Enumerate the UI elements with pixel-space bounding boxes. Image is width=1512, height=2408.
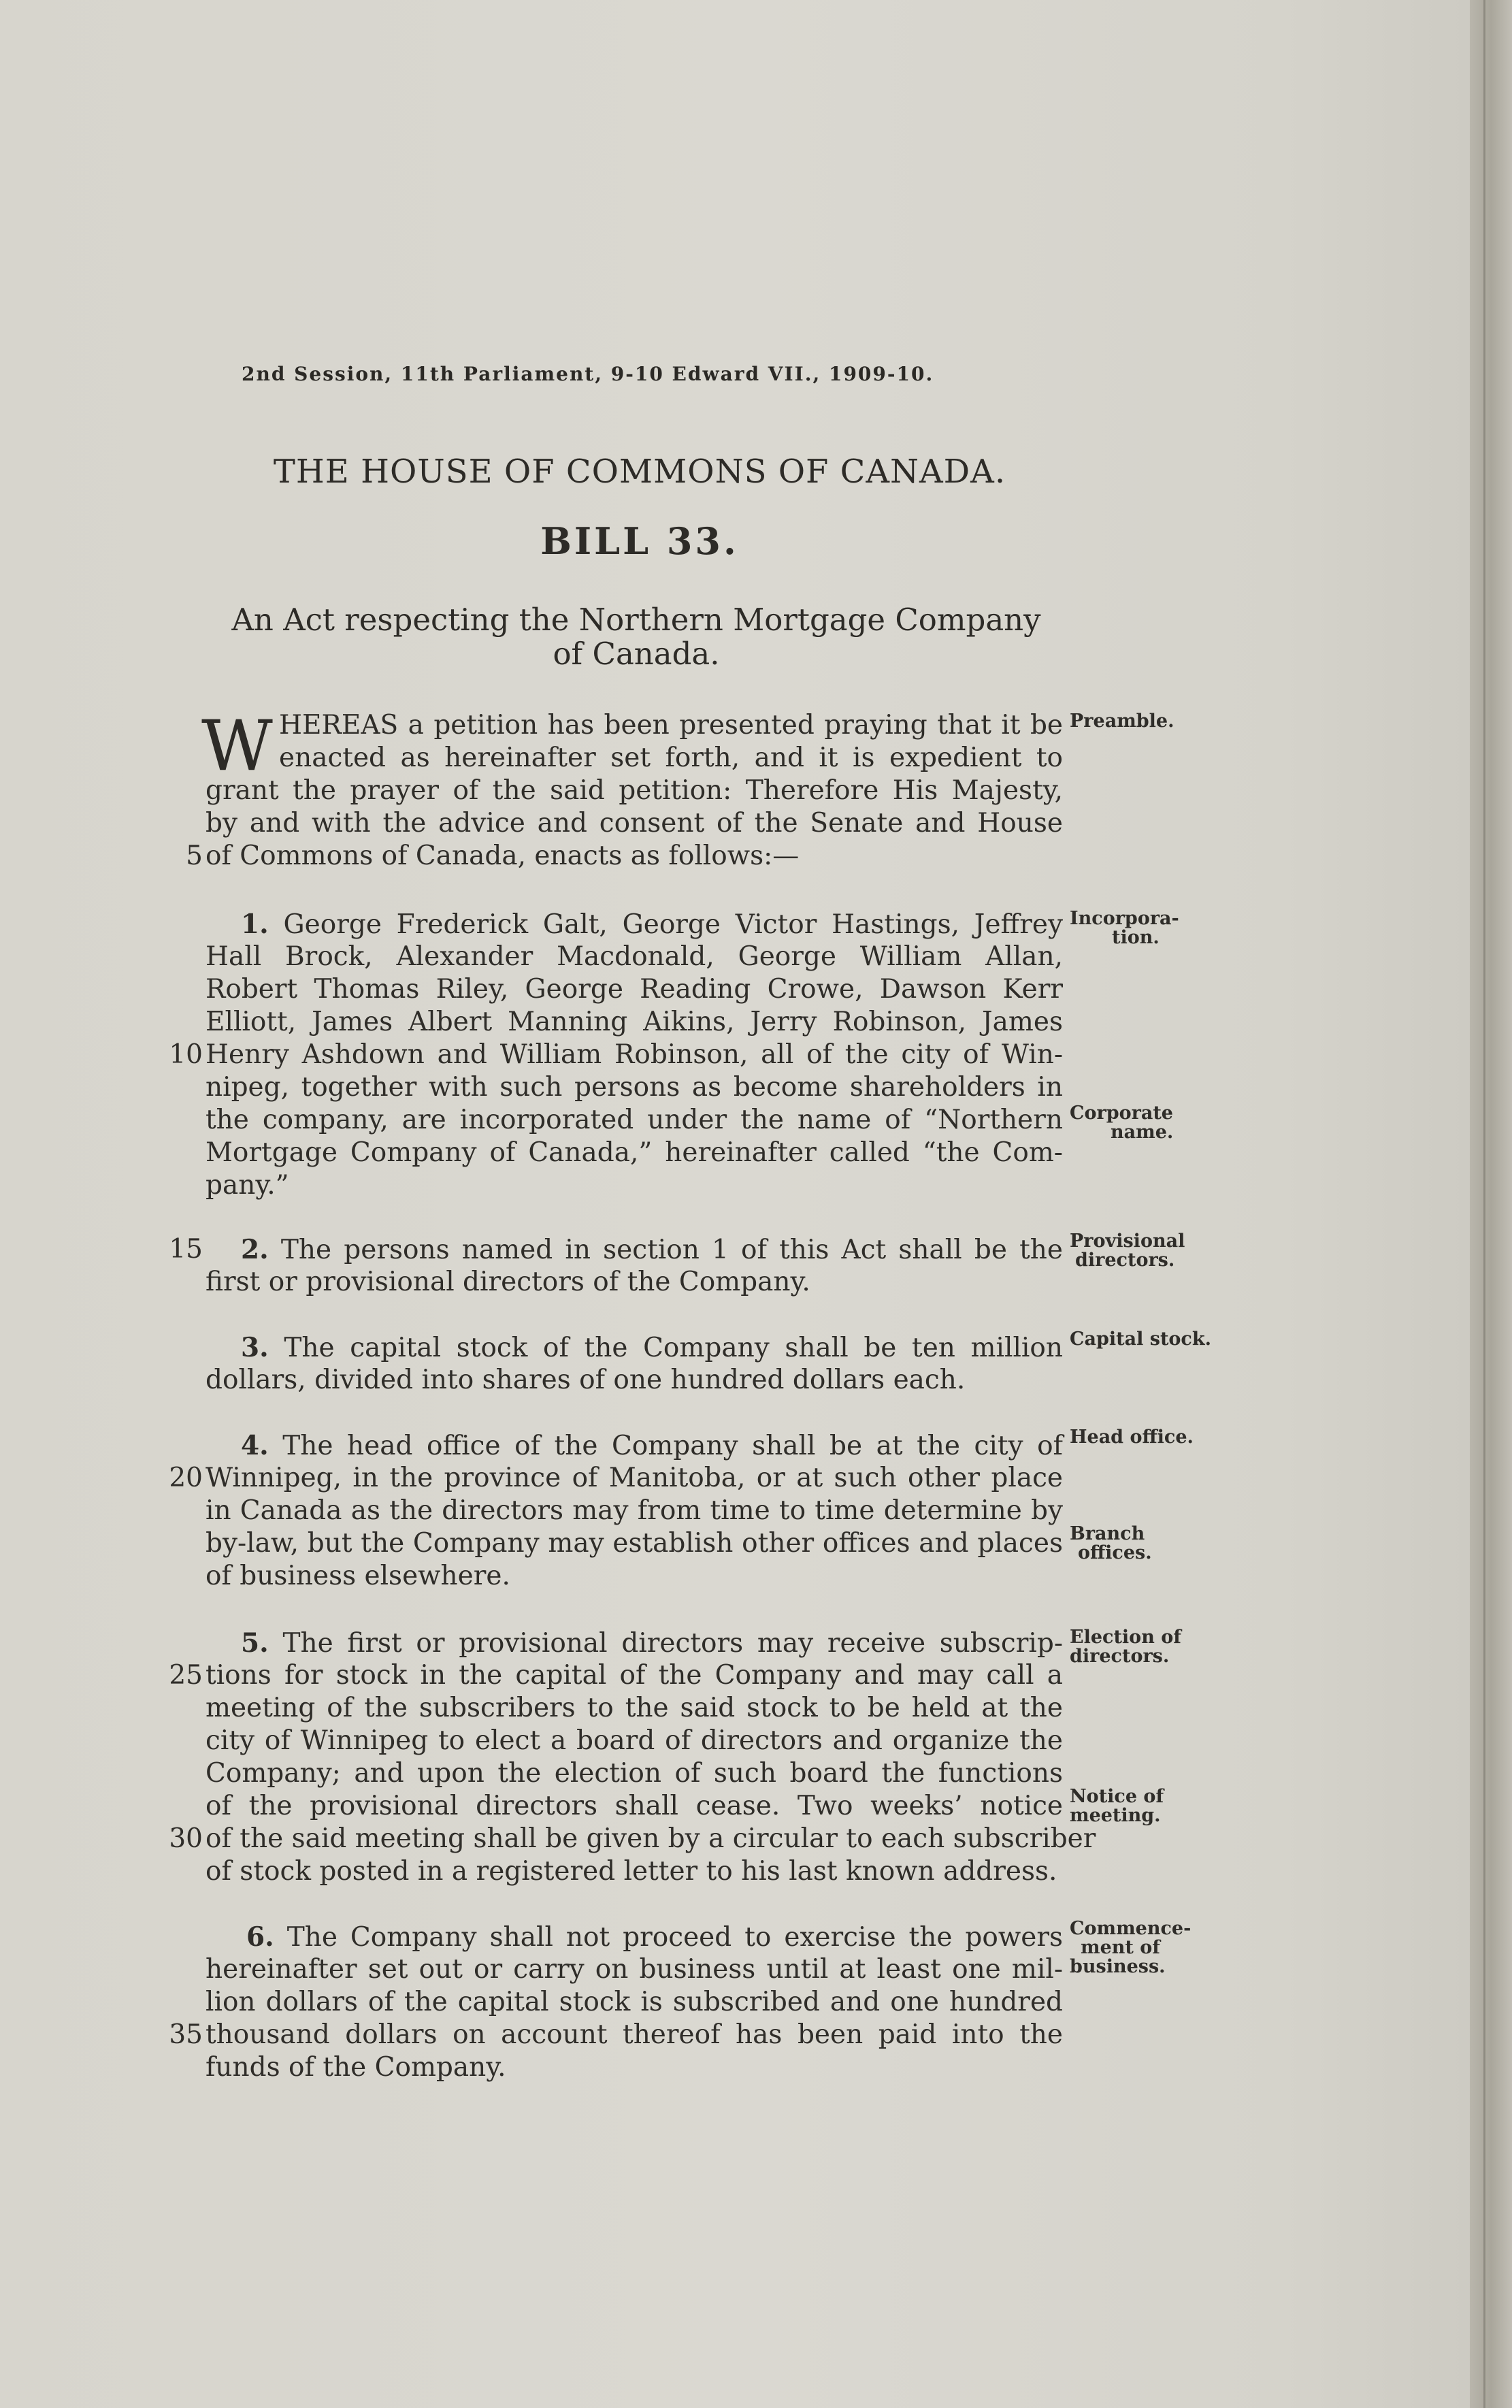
section-1-first-line [241,908,1063,941]
section-number: 5. [241,1627,269,1659]
text-line: nipeg, together with such persons as become shareholders in [206,1072,1063,1103]
margin-note-text: Provisional [1070,1231,1185,1252]
text-line: by and with the advice and consent of the Senate and House [206,808,1063,839]
act-title-line: of Canada. [553,636,720,672]
text-line: grant the prayer of the said petition: Therefore His Majesty, [206,775,1063,806]
text-line: Mortgage Company of Canada,” hereinafter called “the Com- [206,1137,1063,1168]
margin-note-text: Incorpora- [1070,908,1179,929]
margin-note-text: Head office. [1070,1427,1194,1448]
margin-note-election-of-directors [1070,1628,1233,1666]
margin-note-notice-of-meeting [1070,1787,1233,1825]
margin-note-text: offices. [1078,1542,1152,1563]
margin-note-corporate-name [1070,1104,1233,1142]
text-line: Elliott, James Albert Manning Aikins, Jerry Robinson, James [206,1007,1063,1037]
margin-note-text: meeting. [1070,1805,1161,1826]
bill-number: BILL 33. [540,519,739,563]
section-3-first-line [241,1331,1063,1364]
margin-note-text: Branch [1070,1523,1145,1544]
margin-note-text: Corporate [1070,1103,1173,1124]
text-line: HEREAS a petition has been presented praying that it be [279,710,1063,741]
text-line: Company; and upon the election of such board the functions [206,1758,1063,1789]
text-line: dollars, divided into shares of one hundred dollars each. [206,1365,966,1395]
text-line: in Canada as the directors may from time to time determine by [206,1495,1063,1526]
margin-note-head-office [1070,1428,1233,1447]
text-line: of Commons of Canada, enacts as follows:— [206,841,800,871]
margin-note-text: business. [1070,1956,1166,1977]
line-number: 25 [169,1660,203,1691]
margin-note-text: Preamble. [1070,711,1174,732]
margin-note-commencement-of-business [1070,1919,1233,1976]
margin-note-text: directors. [1075,1250,1175,1271]
section-5-first-line [241,1627,1063,1659]
margin-note-text: directors. [1070,1646,1170,1667]
margin-note-incorporation [1070,909,1233,947]
text-line: first or provisional directors of the Company. [206,1267,810,1297]
text-line: Hall Brock, Alexander Macdonald, George William Allan, [206,941,1063,972]
section-number: 3. [241,1332,269,1363]
text-line: of business elsewhere. [206,1561,510,1591]
text-line: George Frederick Galt, George Victor Hastings, Jeffrey [283,909,1063,940]
section-number: 4. [241,1430,269,1461]
text-line: The first or provisional directors may receive subscrip- [282,1628,1063,1659]
text-line: of stock posted in a registered letter to his last known address. [206,1856,1057,1887]
act-title [197,603,1075,671]
margin-note-branch-offices [1070,1525,1233,1563]
text-line: The capital stock of the Company shall be ten million [284,1333,1063,1363]
section-number: 2. [241,1234,269,1265]
margin-note-text: Notice of [1070,1786,1164,1807]
margin-note-text: Commence- [1070,1918,1191,1939]
margin-note-preamble [1070,712,1233,731]
text-line: Winnipeg, in the province of Manitoba, or at such other place [206,1463,1063,1493]
section-number: 6. [246,1921,274,1953]
text-line: of the said meeting shall be given by a circular to each subscriber [206,1823,1096,1854]
line-number: 5 [186,841,203,871]
line-number: 30 [169,1823,203,1854]
text-line: enacted as hereinafter set forth, and it is expedient to [279,743,1063,773]
text-line: hereinafter set out or carry on business until at least one mil- [206,1954,1063,1985]
text-line: The Company shall not proceed to exercise the powers [286,1922,1063,1953]
section-6-first-line [246,1921,1063,1953]
session-header: 2nd Session, 11th Parliament, 9-10 Edward VII., 1909-10. [242,363,934,385]
book-spine-edge [1470,0,1512,2408]
margin-note-capital-stock [1070,1330,1233,1349]
margin-note-text: Election of [1070,1627,1181,1648]
margin-note-text: ment of [1081,1937,1160,1958]
text-line: pany.” [206,1170,289,1201]
house-title: THE HOUSE OF COMMONS OF CANADA. [273,453,1006,491]
spine-shadow-line [1483,0,1485,2408]
margin-note-text: tion. [1112,927,1160,948]
text-line: the company, are incorporated under the name of “Northern [206,1105,1063,1135]
text-line: lion dollars of the capital stock is subscribed and one hundred [206,1987,1063,2017]
margin-note-text: name. [1111,1122,1174,1143]
text-line: Robert Thomas Riley, George Reading Crowe, Dawson Kerr [206,974,1063,1005]
line-number: 10 [169,1039,203,1070]
text-line: thousand dollars on account thereof has been paid into the [206,2019,1063,2050]
text-line: The head office of the Company shall be at the city of [282,1431,1063,1461]
margin-note-text: Capital stock. [1070,1329,1211,1350]
text-line: Henry Ashdown and William Robinson, all of the city of Win- [206,1039,1063,1070]
preamble-drop-cap: W [201,706,273,787]
line-number: 15 [169,1234,203,1265]
section-2-first-line [241,1233,1063,1266]
text-line: tions for stock in the capital of the Company and may call a [206,1660,1063,1691]
text-line: of the provisional directors shall cease. Two weeks’ notice [206,1791,1063,1821]
text-line: by-law, but the Company may establish other offices and places [206,1528,1063,1559]
act-title-line: An Act respecting the Northern Mortgage Company [231,602,1041,638]
line-number: 35 [169,2019,203,2050]
text-line: The persons named in section 1 of this Act shall be the [280,1235,1063,1265]
text-line: meeting of the subscribers to the said stock to be held at the [206,1693,1063,1723]
margin-note-provisional-directors [1070,1232,1233,1270]
section-number: 1. [241,909,269,940]
text-line: funds of the Company. [206,2052,506,2083]
section-4-first-line [241,1429,1063,1462]
text-line: city of Winnipeg to elect a board of directors and organize the [206,1725,1063,1756]
line-number: 20 [169,1463,203,1493]
